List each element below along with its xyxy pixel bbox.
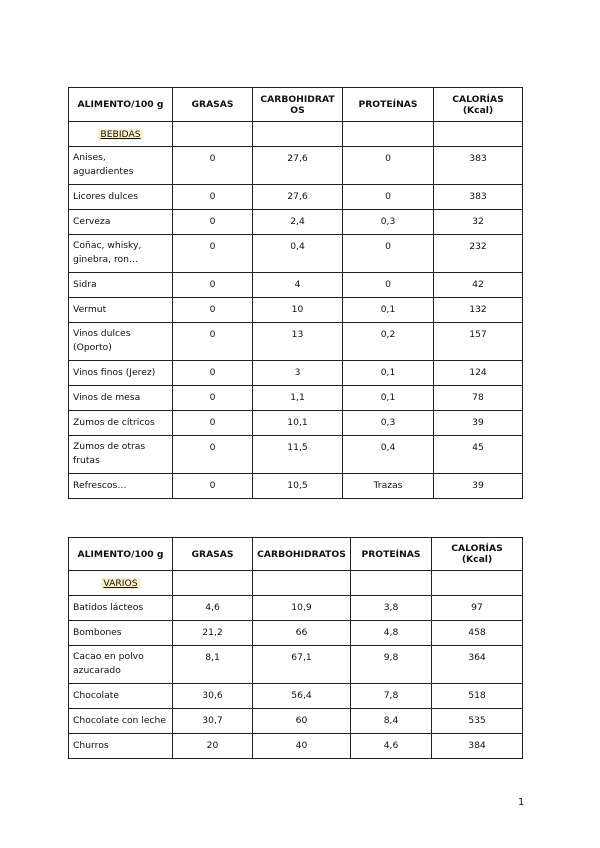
row-grasas: 8,1 — [173, 646, 253, 684]
row-proteinas: 4,6 — [351, 734, 432, 759]
row-name: Anises, aguardientes — [69, 147, 173, 185]
row-proteinas: 0,1 — [343, 298, 434, 323]
row-carbohidratos: 27,6 — [253, 147, 343, 185]
row-grasas: 0 — [173, 235, 253, 273]
row-proteinas: 4,8 — [351, 621, 432, 646]
row-name: Vinos dulces (Oporto) — [69, 323, 173, 361]
varios-table — [68, 537, 523, 759]
table-row — [69, 323, 523, 361]
row-name: Vinos finos (Jerez) — [69, 361, 173, 386]
section-cell — [69, 122, 173, 147]
row-grasas: 0 — [173, 361, 253, 386]
table-row — [69, 298, 523, 323]
row-calorias: 39 — [434, 474, 523, 499]
table-row — [69, 210, 523, 235]
table-row — [69, 411, 523, 436]
table-row — [69, 621, 523, 646]
row-calorias: 42 — [434, 273, 523, 298]
row-grasas: 0 — [173, 474, 253, 499]
table-row — [69, 596, 523, 621]
row-name: Zumos de cítricos — [69, 411, 173, 436]
row-proteinas: 0,3 — [343, 411, 434, 436]
row-name: Chocolate con leche — [69, 709, 173, 734]
row-proteinas: 0 — [343, 273, 434, 298]
empty-cell — [173, 122, 253, 147]
row-grasas: 0 — [173, 147, 253, 185]
row-grasas: 4,6 — [173, 596, 253, 621]
row-calorias: 32 — [434, 210, 523, 235]
row-grasas: 0 — [173, 273, 253, 298]
empty-cell — [253, 122, 343, 147]
row-name: Chocolate — [69, 684, 173, 709]
row-name: Bombones — [69, 621, 173, 646]
header-row — [69, 88, 523, 122]
row-carbohidratos: 10 — [253, 298, 343, 323]
row-calorias: 78 — [434, 386, 523, 411]
table-row — [69, 235, 523, 273]
header-alimento: ALIMENTO/100 g — [69, 88, 173, 122]
empty-cell — [343, 122, 434, 147]
row-name: Sidra — [69, 273, 173, 298]
row-grasas: 20 — [173, 734, 253, 759]
row-calorias: 535 — [432, 709, 523, 734]
bebidas-table — [68, 87, 523, 499]
row-calorias: 384 — [432, 734, 523, 759]
row-proteinas: 0,1 — [343, 361, 434, 386]
row-name: Batidos lácteos — [69, 596, 173, 621]
header-calorias: CALORÍAS (Kcal) — [434, 88, 523, 122]
table-row — [69, 273, 523, 298]
row-carbohidratos: 27,6 — [253, 185, 343, 210]
row-name: Coñac, whisky, ginebra, ron… — [69, 235, 173, 273]
row-calorias: 383 — [434, 147, 523, 185]
row-calorias: 364 — [432, 646, 523, 684]
row-proteinas: 8,4 — [351, 709, 432, 734]
header-calorias: CALORÍAS (Kcal) — [432, 538, 523, 571]
row-carbohidratos: 66 — [253, 621, 351, 646]
row-carbohidratos: 11,5 — [253, 436, 343, 474]
row-carbohidratos: 1,1 — [253, 386, 343, 411]
row-carbohidratos: 2,4 — [253, 210, 343, 235]
header-alimento: ALIMENTO/100 g — [69, 538, 173, 571]
row-carbohidratos: 56,4 — [253, 684, 351, 709]
table-row — [69, 436, 523, 474]
row-carbohidratos: 10,1 — [253, 411, 343, 436]
row-name: Cerveza — [69, 210, 173, 235]
row-proteinas: 0,2 — [343, 323, 434, 361]
row-grasas: 0 — [173, 210, 253, 235]
empty-cell — [351, 571, 432, 596]
row-carbohidratos: 13 — [253, 323, 343, 361]
row-grasas: 0 — [173, 436, 253, 474]
empty-cell — [173, 571, 253, 596]
row-grasas: 0 — [173, 185, 253, 210]
row-calorias: 157 — [434, 323, 523, 361]
header-grasas: GRASAS — [173, 538, 253, 571]
table-row — [69, 147, 523, 185]
empty-cell — [434, 122, 523, 147]
table-row — [69, 474, 523, 499]
row-calorias: 383 — [434, 185, 523, 210]
row-name: Vinos de mesa — [69, 386, 173, 411]
row-name: Vermut — [69, 298, 173, 323]
row-grasas: 30,6 — [173, 684, 253, 709]
header-row — [69, 538, 523, 571]
row-proteinas: 3,8 — [351, 596, 432, 621]
row-grasas: 0 — [173, 298, 253, 323]
row-name: Refrescos… — [69, 474, 173, 499]
section-row — [69, 122, 523, 147]
row-name: Churros — [69, 734, 173, 759]
row-carbohidratos: 60 — [253, 709, 351, 734]
table-row — [69, 709, 523, 734]
row-grasas: 0 — [173, 386, 253, 411]
row-name: Licores dulces — [69, 185, 173, 210]
row-grasas: 30,7 — [173, 709, 253, 734]
row-proteinas: 0,4 — [343, 436, 434, 474]
table-row — [69, 361, 523, 386]
row-grasas: 21,2 — [173, 621, 253, 646]
empty-cell — [432, 571, 523, 596]
row-proteinas: 0 — [343, 235, 434, 273]
table-row — [69, 684, 523, 709]
row-calorias: 39 — [434, 411, 523, 436]
row-calorias: 45 — [434, 436, 523, 474]
row-proteinas: 0 — [343, 147, 434, 185]
row-calorias: 124 — [434, 361, 523, 386]
row-proteinas: Trazas — [343, 474, 434, 499]
row-proteinas: 7,8 — [351, 684, 432, 709]
header-grasas: GRASAS — [173, 88, 253, 122]
row-calorias: 518 — [432, 684, 523, 709]
row-carbohidratos: 10,9 — [253, 596, 351, 621]
row-carbohidratos: 3 — [253, 361, 343, 386]
table-row — [69, 646, 523, 684]
row-calorias: 97 — [432, 596, 523, 621]
row-calorias: 132 — [434, 298, 523, 323]
row-carbohidratos: 0,4 — [253, 235, 343, 273]
page-number: 1 — [518, 797, 525, 808]
row-grasas: 0 — [173, 323, 253, 361]
table-row — [69, 734, 523, 759]
row-proteinas: 9,8 — [351, 646, 432, 684]
section-label-varios: VARIOS — [103, 577, 138, 589]
row-carbohidratos: 10,5 — [253, 474, 343, 499]
table-row — [69, 386, 523, 411]
row-carbohidratos: 4 — [253, 273, 343, 298]
row-grasas: 0 — [173, 411, 253, 436]
section-row — [69, 571, 523, 596]
row-calorias: 232 — [434, 235, 523, 273]
row-proteinas: 0 — [343, 185, 434, 210]
row-proteinas: 0,3 — [343, 210, 434, 235]
header-carbohidratos: CARBOHIDRATOS — [253, 538, 351, 571]
row-name: Cacao en polvo azucarado — [69, 646, 173, 684]
header-carbohidratos: CARBOHIDRATOS — [253, 88, 343, 122]
empty-cell — [253, 571, 351, 596]
row-carbohidratos: 40 — [253, 734, 351, 759]
row-name: Zumos de otras frutas — [69, 436, 173, 474]
section-cell — [69, 571, 173, 596]
row-calorias: 458 — [432, 621, 523, 646]
row-carbohidratos: 67,1 — [253, 646, 351, 684]
row-proteinas: 0,1 — [343, 386, 434, 411]
section-label-bebidas: BEBIDAS — [100, 128, 141, 140]
header-proteinas: PROTEÍNAS — [343, 88, 434, 122]
table-row — [69, 185, 523, 210]
header-proteinas: PROTEÍNAS — [351, 538, 432, 571]
